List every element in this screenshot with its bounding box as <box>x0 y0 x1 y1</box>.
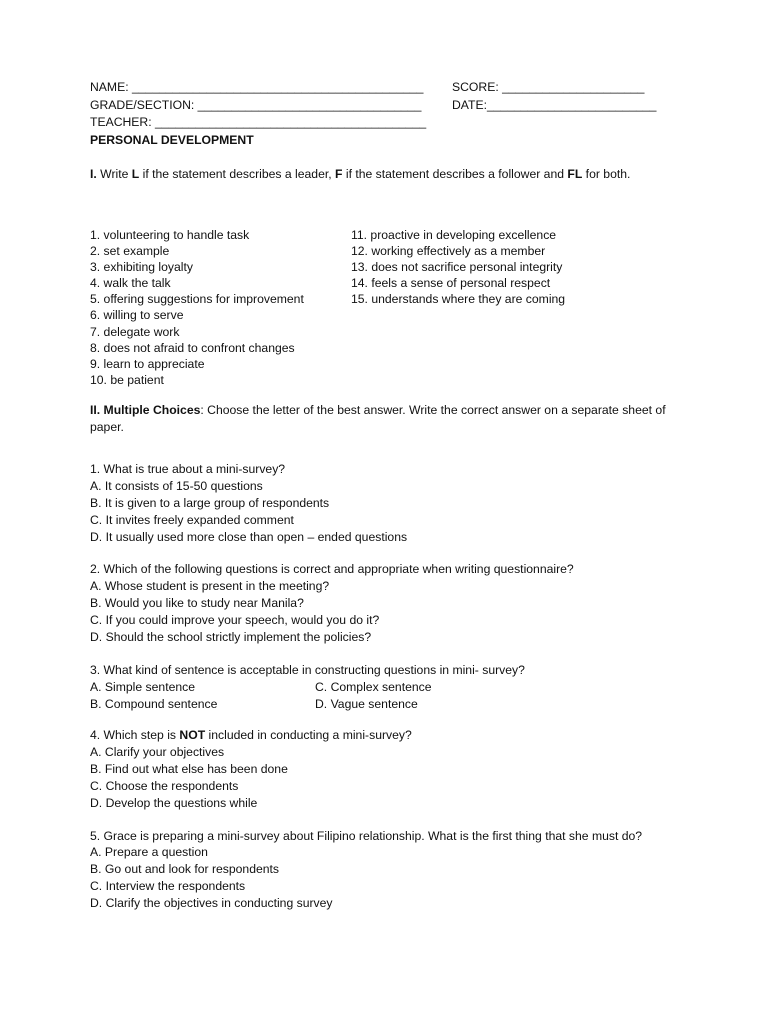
option-a: A. Simple sentence <box>90 680 196 694</box>
subject-title: PERSONAL DEVELOPMENT <box>90 132 254 147</box>
name-field: NAME: ___________________________________________ <box>90 80 424 94</box>
option-row <box>90 679 680 696</box>
option-b: B. Compound sentence <box>90 697 218 711</box>
option-c: C. Interview the respondents <box>90 879 246 893</box>
question-stem <box>90 727 680 744</box>
score-field: SCORE: _____________________ <box>452 80 645 94</box>
part1-F: F <box>335 167 343 181</box>
option-d: D. Should the school strictly implement the policies? <box>90 630 372 644</box>
question-stem: 2. Which of the following questions is correct and appropriate when writing questionnaire? <box>90 562 574 576</box>
header-block <box>90 79 690 149</box>
part1-text-1: Write <box>96 167 132 181</box>
part1-instruction <box>90 166 680 183</box>
stem-text: included in conducting a mini-survey? <box>205 728 412 742</box>
option-b: B. Go out and look for respondents <box>90 862 280 876</box>
question-1 <box>90 461 680 546</box>
list-item: 1. volunteering to handle task <box>90 228 250 242</box>
question-2 <box>90 561 690 646</box>
part1-L: L <box>131 167 140 181</box>
option-d: D. Clarify the objectives in conducting survey <box>90 896 333 910</box>
list-item: 5. offering suggestions for improvement <box>90 292 304 307</box>
part1-right-column <box>351 227 565 307</box>
question-stem: 3. What kind of sentence is acceptable in constructing questions in mini- survey? <box>90 663 525 677</box>
question-stem: 5. Grace is preparing a mini-survey about Filipino relationship. What is the first thing that she must do? <box>90 829 643 843</box>
list-item: 9. learn to appreciate <box>90 356 205 371</box>
date-field: DATE:_________________________ <box>452 97 657 112</box>
option-d: D. It usually used more close than open – ended questions <box>90 530 408 544</box>
question-5 <box>90 828 680 912</box>
name-row <box>90 79 690 97</box>
question-stem: 1. What is true about a mini-survey? <box>90 462 286 476</box>
option-b: B. Would you like to study near Manila? <box>90 596 304 610</box>
stem-emphasis: NOT <box>179 728 206 742</box>
part2-instruction <box>90 402 680 436</box>
option-b: B. Find out what else has been done <box>90 762 288 776</box>
part1-text-2: if the statement describes a leader, <box>139 167 336 181</box>
grade-section-field: GRADE/SECTION: _________________________________ <box>90 97 422 112</box>
option-a: A. Clarify your objectives <box>90 745 225 759</box>
list-item: 7. delegate work <box>90 324 180 339</box>
list-item: 6. willing to serve <box>90 308 184 323</box>
option-d: D. Vague sentence <box>315 697 418 711</box>
list-item: 15. understands where they are coming <box>351 292 566 307</box>
teacher-row <box>90 114 690 132</box>
part2-number: II. Multiple Choices <box>90 403 201 417</box>
part1-text-3: if the statement describes a follower and <box>342 167 568 181</box>
grade-row <box>90 97 690 115</box>
part2-text: : Choose the letter of the best answer. Write the correct answer on a separate sheet of paper. <box>90 403 666 434</box>
list-item: 10. be patient <box>90 372 164 387</box>
stem-text: 4. Which step is <box>90 728 180 742</box>
question-3 <box>90 662 680 713</box>
part1-text-4: for both. <box>582 167 631 181</box>
part1-FL: FL <box>567 167 583 181</box>
option-c: C. Complex sentence <box>315 680 432 694</box>
list-item: 2. set example <box>90 244 170 259</box>
list-item: 14. feels a sense of personal respect <box>351 276 551 291</box>
option-a: A. Prepare a question <box>90 845 208 859</box>
list-item: 4. walk the talk <box>90 276 171 291</box>
list-item: 8. does not afraid to confront changes <box>90 340 295 355</box>
option-c: C. Choose the respondents <box>90 779 239 793</box>
teacher-field: TEACHER: ________________________________________ <box>90 115 427 129</box>
list-item: 12. working effectively as a member <box>351 244 546 259</box>
list-item: 13. does not sacrifice personal integrity <box>351 260 563 275</box>
list-item: 11. proactive in developing excellence <box>351 228 557 242</box>
option-b: B. It is given to a large group of respondents <box>90 496 330 510</box>
option-c: C. It invites freely expanded comment <box>90 513 294 527</box>
part1-number: I. <box>90 167 97 181</box>
list-item: 3. exhibiting loyalty <box>90 260 193 275</box>
option-a: A. Whose student is present in the meeting? <box>90 579 330 593</box>
part1-left-column <box>90 227 304 388</box>
option-c: C. If you could improve your speech, would you do it? <box>90 613 380 627</box>
question-4 <box>90 727 680 812</box>
option-d: D. Develop the questions while <box>90 796 258 810</box>
option-row <box>90 696 680 713</box>
option-a: A. It consists of 15-50 questions <box>90 479 263 493</box>
